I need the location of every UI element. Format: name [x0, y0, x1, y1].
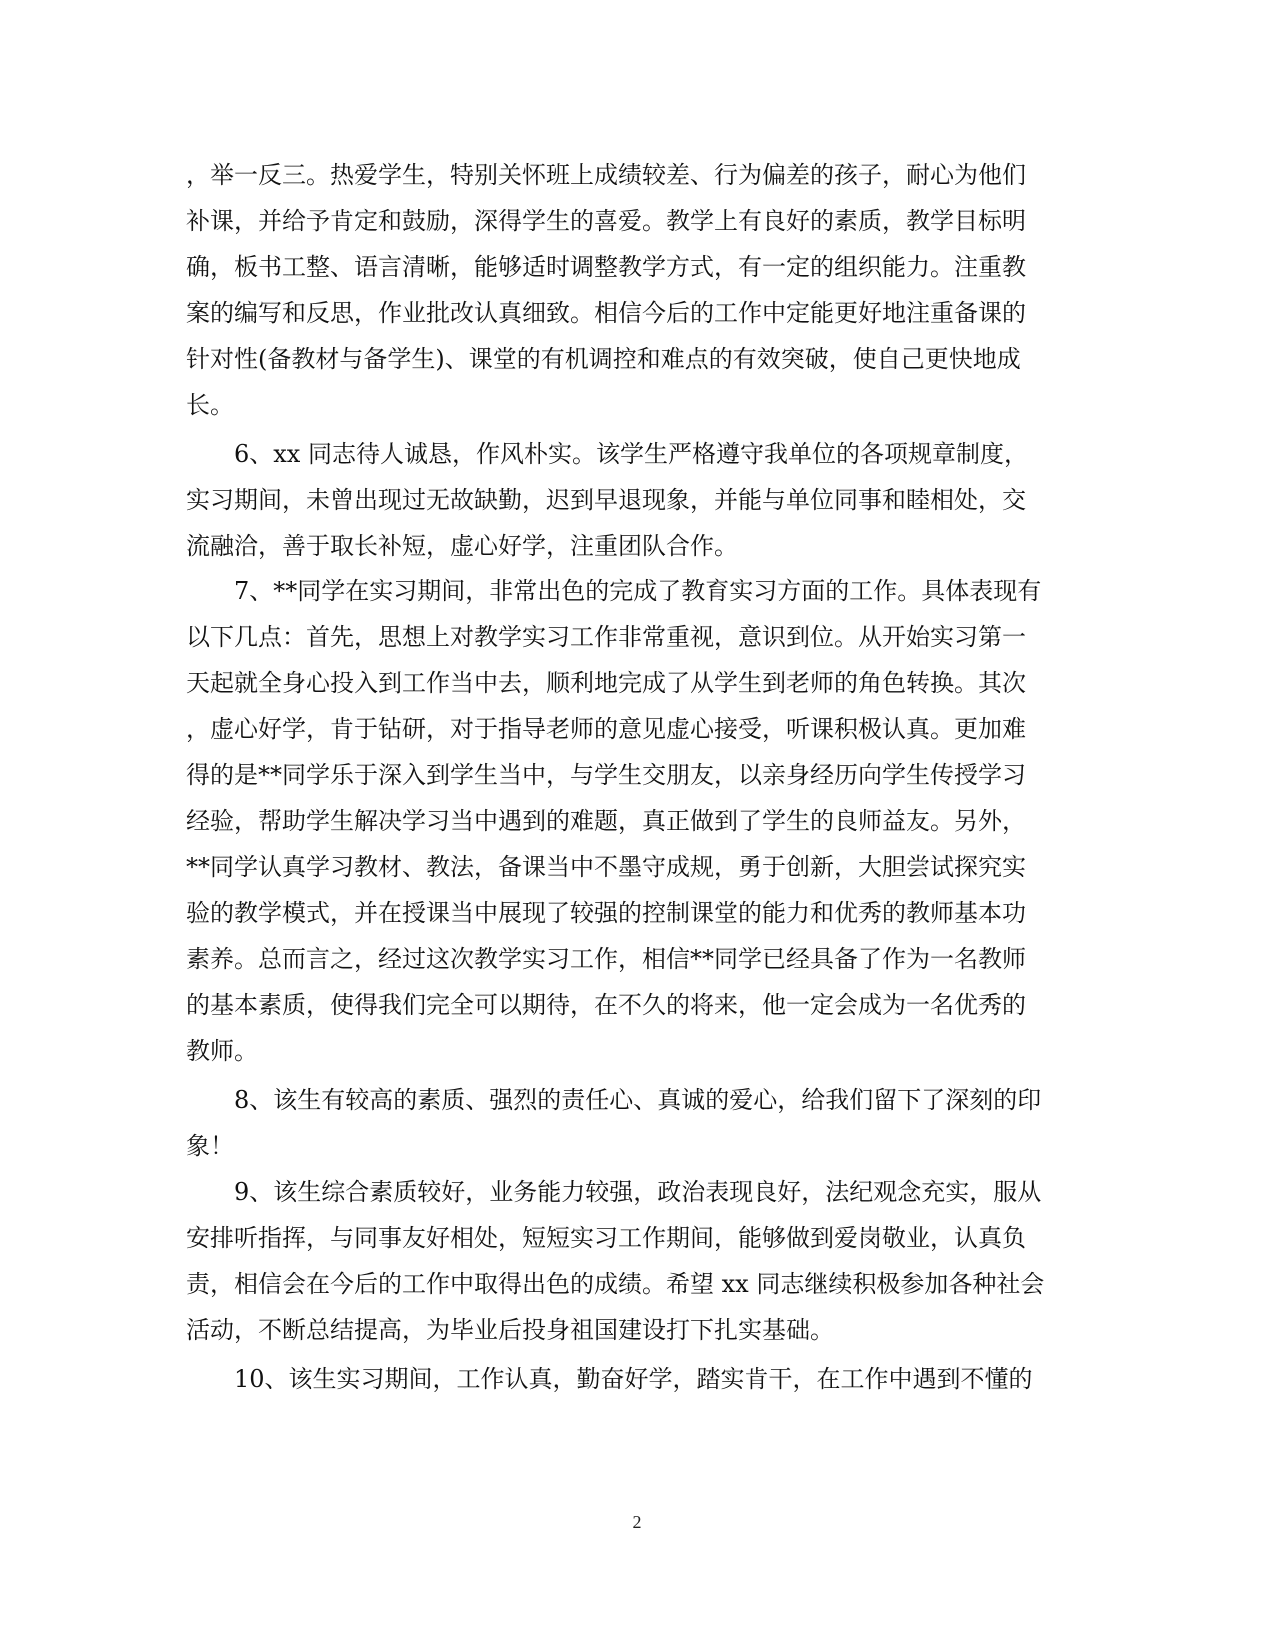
text-line: 以下几点：首先，思想上对教学实习工作非常重视，意识到位。从开始实习第一: [186, 623, 1026, 651]
text-line: 得的是**同学乐于深入到学生当中，与学生交朋友，以亲身经历向学生传授学习: [186, 761, 1026, 789]
text-line: 的基本素质，使得我们完全可以期待，在不久的将来，他一定会成为一名优秀的: [186, 991, 1026, 1019]
text-line: 责，相信会在今后的工作中取得出色的成绩。希望 xx 同志继续积极参加各种社会: [186, 1270, 1045, 1298]
text-line: ，虚心好学，肯于钻研，对于指导老师的意见虚心接受，听课积极认真。更加难: [186, 715, 1026, 743]
paragraph-6-first-line: 6、xx 同志待人诚恳，作风朴实。该学生严格遵守我单位的各项规章制度，: [234, 440, 1028, 468]
text-line: 素养。总而言之，经过这次教学实习工作，相信**同学已经具备了作为一名教师: [186, 945, 1026, 973]
text-line: 案的编写和反思，作业批改认真细致。相信今后的工作中定能更好地注重备课的: [186, 299, 1026, 327]
paragraph-8-first-line: 8、该生有较高的素质、强烈的责任心、真诚的爱心，给我们留下了深刻的印: [234, 1086, 1042, 1114]
page-number: 2: [632, 1512, 642, 1532]
paragraph-10-first-line: 10、该生实习期间，工作认真，勤奋好学，踏实肯干，在工作中遇到不懂的: [234, 1365, 1033, 1393]
text-line: 确，板书工整、语言清晰，能够适时调整教学方式，有一定的组织能力。注重教: [186, 253, 1026, 281]
paragraph-7-first-line: 7、**同学在实习期间，非常出色的完成了教育实习方面的工作。具体表现有: [234, 577, 1042, 605]
text-line: 安排听指挥，与同事友好相处，短短实习工作期间，能够做到爱岗敬业，认真负: [186, 1224, 1026, 1252]
text-line: 活动，不断总结提高，为毕业后投身祖国建设打下扎实基础。: [186, 1316, 834, 1344]
text-line: 教师。: [186, 1037, 258, 1065]
text-line: 长。: [186, 391, 234, 419]
text-line: ，举一反三。热爱学生，特别关怀班上成绩较差、行为偏差的孩子，耐心为他们: [186, 161, 1026, 189]
text-line: 经验，帮助学生解决学习当中遇到的难题，真正做到了学生的良师益友。另外，: [186, 807, 1026, 835]
text-line: 实习期间，未曾出现过无故缺勤，迟到早退现象，并能与单位同事和睦相处，交: [186, 486, 1026, 514]
text-line: 补课，并给予肯定和鼓励，深得学生的喜爱。教学上有良好的素质，教学目标明: [186, 207, 1026, 235]
text-line: 天起就全身心投入到工作当中去，顺利地完成了从学生到老师的角色转换。其次: [186, 669, 1026, 697]
text-line: 流融洽，善于取长补短，虚心好学，注重团队合作。: [186, 532, 738, 560]
text-line: 针对性(备教材与备学生)、课堂的有机调控和难点的有效突破，使自己更快地成: [186, 345, 1021, 373]
text-line: **同学认真学习教材、教法，备课当中不墨守成规，勇于创新，大胆尝试探究实: [186, 853, 1026, 881]
text-line: 验的教学模式，并在授课当中展现了较强的控制课堂的能力和优秀的教师基本功: [186, 899, 1026, 927]
text-line: 象！: [186, 1132, 234, 1160]
paragraph-9-first-line: 9、该生综合素质较好，业务能力较强，政治表现良好，法纪观念充实，服从: [234, 1178, 1042, 1206]
